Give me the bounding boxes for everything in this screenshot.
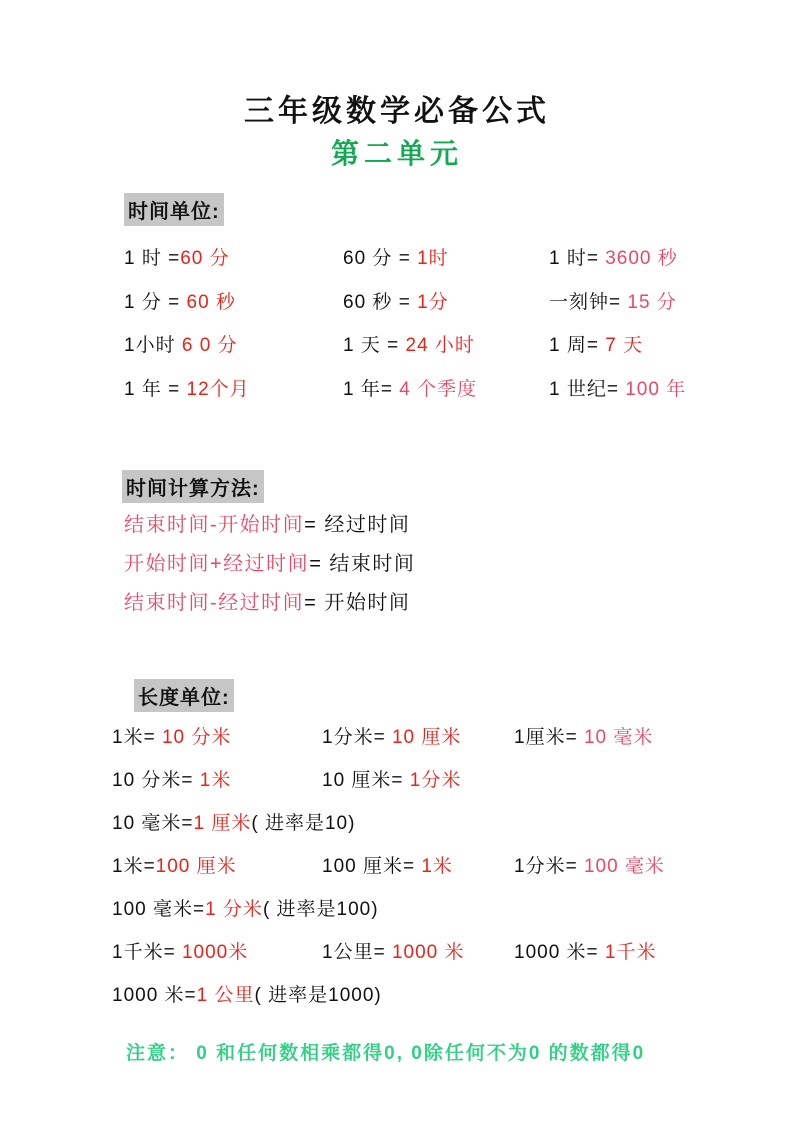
formula-part: 1000 米= xyxy=(514,942,605,963)
formula-cell xyxy=(343,374,549,401)
formula-cell xyxy=(322,722,514,749)
formula-cell xyxy=(514,722,653,749)
footer-note: 注意： 0 和任何数相乘都得0, 0除任何不为0 的数都得0 xyxy=(126,1043,646,1064)
formula-part: 12个月 xyxy=(186,379,250,401)
formula-part: 60 分 = xyxy=(343,248,418,269)
formula-part: 1000米 xyxy=(181,942,249,963)
formula-cell xyxy=(124,547,415,576)
formula-part: 1 周= xyxy=(549,335,606,357)
formula-cell xyxy=(514,937,657,964)
formula-cell xyxy=(549,287,677,314)
formula-part: 1 公里 xyxy=(196,985,255,1006)
formula-row xyxy=(112,808,665,851)
formula-part: 1 厘米 xyxy=(193,813,252,834)
formula-part: 1 时 = xyxy=(124,248,181,269)
formula-row xyxy=(124,243,686,287)
formula-cell xyxy=(124,374,343,401)
formula-row xyxy=(112,894,665,937)
formula-part: = 经过时间 xyxy=(304,514,411,536)
section-rows-time-calculation xyxy=(124,508,415,625)
formula-part: 100 毫米 xyxy=(583,856,665,877)
formula-part: = 结束时间 xyxy=(309,553,416,575)
formula-part: 1 分 = xyxy=(124,291,187,313)
section-heading-length-units: 长度单位: xyxy=(134,679,234,712)
formula-part: 100 厘米= xyxy=(322,856,422,877)
formula-row xyxy=(124,547,415,586)
formula-part: 1分 xyxy=(417,291,449,313)
formula-cell xyxy=(124,508,410,537)
page-subtitle: 第二单元 xyxy=(330,138,463,169)
formula-part: 24 小时 xyxy=(405,335,475,357)
formula-part: 1分米= xyxy=(322,727,392,748)
formula-part: 一刻钟= xyxy=(549,291,628,313)
formula-part: 10 厘米 xyxy=(391,727,462,748)
formula-part: 1分米 xyxy=(409,770,462,791)
formula-cell xyxy=(343,330,549,357)
formula-cell xyxy=(112,722,322,749)
formula-row xyxy=(124,586,415,625)
formula-part: 1米= xyxy=(112,727,162,748)
formula-part: 1厘米= xyxy=(514,727,584,748)
formula-cell xyxy=(124,330,343,357)
formula-cell xyxy=(322,937,514,964)
section-rows-time-units xyxy=(124,243,686,418)
section-rows-length-units xyxy=(112,722,665,1023)
page-title: 三年级数学必备公式 xyxy=(244,95,550,128)
formula-cell xyxy=(112,937,322,964)
formula-cell xyxy=(112,980,382,1007)
formula-row xyxy=(124,374,686,418)
formula-part: 1 年 = xyxy=(124,379,187,401)
formula-part: 1 分米 xyxy=(205,899,263,920)
formula-part: 10 毫米= xyxy=(112,813,194,834)
formula-part: 1000 米= xyxy=(112,985,197,1006)
formula-part: 1 天 = xyxy=(343,335,406,357)
formula-part: 开始时间+经过时间 xyxy=(124,553,310,575)
formula-cell xyxy=(112,894,379,921)
formula-part: 1小时 xyxy=(124,335,182,357)
formula-part: 100 年 xyxy=(625,379,687,401)
formula-part: 1千米 xyxy=(604,942,657,963)
formula-part: 1米 xyxy=(199,770,232,791)
formula-part: 15 分 xyxy=(627,291,677,313)
formula-part: 7 天 xyxy=(605,335,644,357)
formula-cell xyxy=(112,765,322,792)
formula-part: 100 毫米= xyxy=(112,899,206,920)
section-heading-time-units: 时间单位: xyxy=(124,193,224,226)
formula-cell xyxy=(112,851,322,878)
formula-cell xyxy=(124,586,410,615)
formula-part: 1千米= xyxy=(112,942,182,963)
formula-part: 4 个季度 xyxy=(399,379,478,401)
formula-part: 100 厘米 xyxy=(155,856,237,877)
formula-part: 10 分米= xyxy=(112,770,200,791)
formula-part: 60 秒 = xyxy=(343,291,418,313)
formula-row xyxy=(112,722,665,765)
formula-cell xyxy=(549,243,678,270)
formula-row xyxy=(112,937,665,980)
formula-part: 结束时间-经过时间 xyxy=(124,592,305,614)
section-heading-time-calculation: 时间计算方法: xyxy=(122,470,264,503)
formula-part: 10 分米 xyxy=(161,727,232,748)
formula-part: 3600 秒 xyxy=(605,248,678,269)
formula-cell xyxy=(112,808,355,835)
formula-part: ( 进率是10) xyxy=(251,813,356,834)
formula-row xyxy=(112,851,665,894)
formula-cell xyxy=(124,287,343,314)
formula-cell xyxy=(549,374,686,401)
formula-row xyxy=(112,765,665,808)
formula-part: 结束时间-开始时间 xyxy=(124,514,305,536)
formula-row xyxy=(112,980,665,1023)
formula-part: 6 0 分 xyxy=(181,335,238,357)
formula-part: ( 进率是1000) xyxy=(254,985,382,1006)
formula-part: 1米= xyxy=(112,856,156,877)
formula-part: 1时 xyxy=(417,248,449,269)
formula-row xyxy=(124,287,686,331)
formula-cell xyxy=(124,243,343,270)
formula-part: 1分米= xyxy=(514,856,584,877)
formula-cell xyxy=(549,330,643,357)
formula-part: 10 厘米= xyxy=(322,770,410,791)
formula-cell xyxy=(343,287,549,314)
formula-cell xyxy=(322,851,514,878)
formula-cell xyxy=(514,851,665,878)
formula-row xyxy=(124,508,415,547)
formula-part: 10 毫米 xyxy=(583,727,654,748)
formula-cell xyxy=(343,243,549,270)
formula-part: 1 时= xyxy=(549,248,606,269)
formula-part: = 开始时间 xyxy=(304,592,411,614)
formula-part: 60 分 xyxy=(180,248,230,269)
formula-row xyxy=(124,330,686,374)
formula-part: 1米 xyxy=(421,856,453,877)
formula-part: 1000 米 xyxy=(391,942,465,963)
formula-part: 1 世纪= xyxy=(549,379,626,401)
formula-part: ( 进率是100) xyxy=(262,899,379,920)
formula-cell xyxy=(322,765,514,792)
formula-part: 1公里= xyxy=(322,942,392,963)
formula-part: 1 年= xyxy=(343,379,400,401)
formula-part: 60 秒 xyxy=(186,291,236,313)
